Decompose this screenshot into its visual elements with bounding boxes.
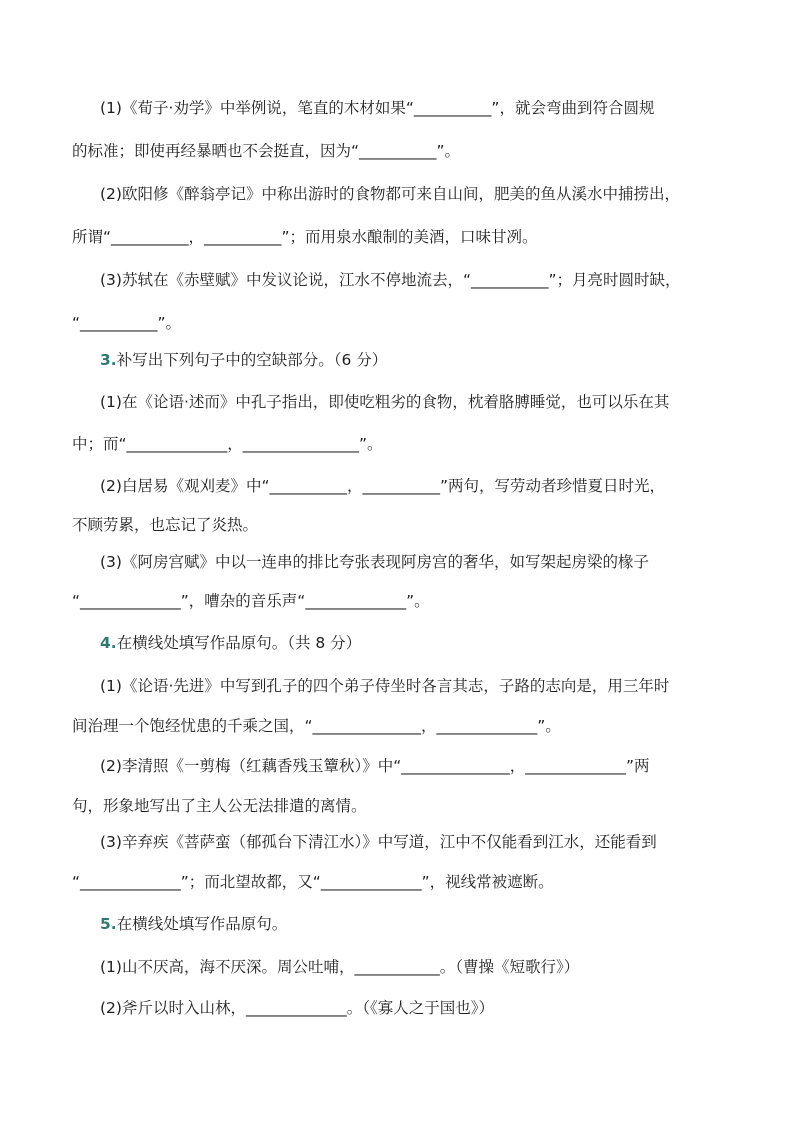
text-line: (2)李清照《一剪梅（红藕香残玉簟秋）》中“______________，_____________”两 [100, 757, 650, 775]
heading-text: 在横线处填写作品原句。（共 8 分） [116, 634, 362, 652]
text-line: 的标准；即使再经暴晒也不会挺直，因为“__________”。 [72, 142, 461, 160]
text-line: (3)辛弃疾《菩萨蛮（郁孤台下清江水）》中写道，江中不仅能看到江水，还能看到 [100, 833, 657, 851]
heading-text: 在横线处填写作品原句。 [116, 915, 288, 933]
text-line: (3)《阿房宫赋》中以一连串的排比夸张表现阿房宫的奢华，如写架起房梁的椽子 [100, 553, 649, 571]
text-line: (3)苏轼在《赤壁赋》中发议论说，江水不停地流去，“__________”；月亮时圆时缺， [100, 271, 681, 289]
section-heading [100, 350, 760, 370]
heading-number: 4. [100, 634, 117, 652]
text-line: (1)山不厌高，海不厌深。周公吐哺，___________。（曹操《短歌行》） [100, 958, 580, 976]
text-line: “_____________”，嘈杂的音乐声“_____________”。 [72, 592, 430, 610]
text-line: (1)《论语·先进》中写到孔子的四个弟子侍坐时各言其志，子路的志向是，用三年时 [100, 677, 670, 695]
section-heading [100, 633, 760, 653]
text-line: 中；而“_____________，_______________”。 [72, 435, 383, 453]
text-line: (2)白居易《观刈麦》中“__________，__________”两句，写劳动者珍惜夏日时光， [100, 477, 666, 495]
text-line: “_____________”；而北望故都，又“_____________”，视线常被遮断。 [72, 873, 554, 891]
section-heading [100, 914, 760, 934]
heading-text: 补写出下列句子中的空缺部分。（6 分） [116, 351, 388, 369]
text-line: 所谓“__________，__________”；而用泉水酿制的美酒，口味甘冽。 [72, 228, 538, 246]
text-line: 间治理一个饱经忧患的千乘之国，“______________，_____________”。 [72, 717, 561, 735]
heading-number: 3. [100, 351, 117, 369]
text-line: 不顾劳累，也忘记了炎热。 [72, 516, 259, 534]
text-line: (1)《荀子·劝学》中举例说，笔直的木材如果“__________”，就会弯曲到符合圆规 [100, 99, 655, 117]
text-line: 句，形象地写出了主人公无法排遣的离情。 [72, 797, 367, 815]
heading-number: 5. [100, 915, 117, 933]
text-line: (2)欧阳修《醉翁亭记》中称出游时的食物都可来自山间，肥美的鱼从溪水中捕捞出， [100, 185, 680, 203]
text-line: “__________”。 [72, 314, 182, 332]
text-line: (2)斧斤以时入山林，_____________。（《寡人之于国也》） [100, 999, 494, 1017]
text-line: (1)在《论语·述而》中孔子指出，即使吃粗劣的食物，枕着胳膊睡觉，也可以乐在其 [100, 393, 670, 411]
